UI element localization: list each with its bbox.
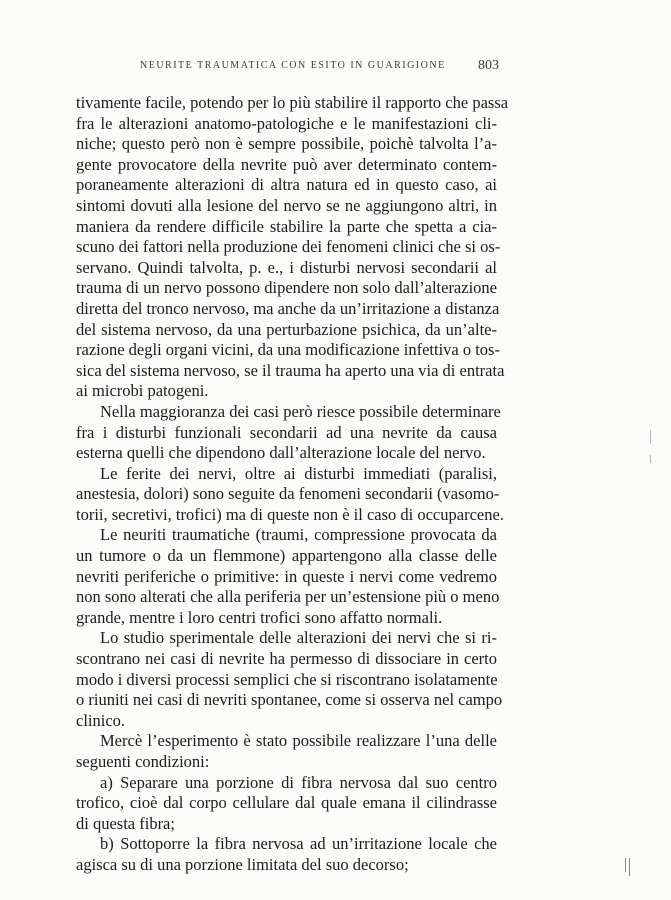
text-line: b) Sottoporre la fibra nervosa ad un’irritazione locale che xyxy=(100,834,497,854)
text-line: seguenti condizioni: xyxy=(76,752,210,771)
text-line: agisca su di una porzione limitata del suo decorso; xyxy=(76,854,409,874)
text-line: tivamente facile, potendo per lo più stabilire il rapporto che passa xyxy=(76,93,509,112)
running-head: NEURITE TRAUMATICA CON ESITO IN GUARIGIONE xyxy=(140,60,446,71)
text-line: anestesia, dolori) sono seguite da fenomeni secondarii (vasomo- xyxy=(76,484,500,504)
text-line: fra le alterazioni anatomo-patologiche e le manifestazioni cli- xyxy=(76,113,497,133)
body-text xyxy=(76,93,509,876)
margin-mark xyxy=(650,430,651,444)
text-line: Mercè l’esperimento è stato possibile realizzare l’una delle xyxy=(100,731,497,751)
text-line: non sono alterati che alla periferia per un’estensione più o meno xyxy=(76,587,500,607)
text-line: Lo studio sperimentale delle alterazioni dei nervi che si ri- xyxy=(100,628,497,648)
text-line: del sistema nervoso, da una perturbazione psichica, da un’alte- xyxy=(76,319,497,339)
text-line: grande, mentre i loro centri trofici sono affatto normali. xyxy=(76,607,443,627)
text-line: trofico, cioè dal corpo cellulare dal quale emana il cilindrasse xyxy=(76,793,497,813)
margin-mark xyxy=(625,858,626,872)
margin-mark xyxy=(650,455,651,463)
text-line: sintomi dovuti alla lesione del nervo se ne aggiungono altri, in xyxy=(76,195,497,215)
text-line: Le neuriti traumatiche (traumi, compressione provocata da xyxy=(100,525,497,545)
page-number: 803 xyxy=(478,58,499,73)
text-line: di questa fibra; xyxy=(76,813,175,833)
text-line: poraneamente alterazioni di altra natura ed in questo caso, ai xyxy=(76,175,497,195)
text-line: a) Separare una porzione di fibra nervosa dal suo centro xyxy=(100,772,497,792)
text-line: gente provocatore della nevrite può aver determinato contem- xyxy=(76,154,497,174)
text-line: un tumore o da un flemmone) appartengono alla classe delle xyxy=(76,546,497,566)
text-line: nevriti periferiche o primitive: in queste i nervi come vedremo xyxy=(76,566,497,586)
text-line: maniera da rendere difficile stabilire la parte che spetta a cia- xyxy=(76,216,497,236)
text-line: servano. Quindi talvolta, p. e., i disturbi nervosi secondarii al xyxy=(76,257,497,277)
text-line: razione degli organi vicini, da una modificazione infettiva o tos- xyxy=(76,340,500,360)
text-line: trauma di un nervo possono dipendere non solo dall’alterazione xyxy=(76,278,497,298)
text-line: Le ferite dei nervi, oltre ai disturbi immediati (paralisi, xyxy=(100,463,497,483)
text-line: torii, secretivi, trofici) ma di queste non è il caso di occuparcene. xyxy=(76,504,504,524)
text-line: modo i diversi processi semplici che si riscontrano isolatamente xyxy=(76,669,498,689)
text-line: clinico. xyxy=(76,710,126,730)
text-line: ai microbi patogeni. xyxy=(76,381,209,401)
text-line: scuno dei fattori nella produzione dei fenomeni clinici che si os- xyxy=(76,237,501,257)
text-line: diretta del tronco nervoso, ma anche da un’irritazione a distanza xyxy=(76,298,500,318)
text-line: scontrano nei casi di nevrite ha permesso di dissociare in certo xyxy=(76,649,497,669)
text-line: esterna quelli che dipendono dall’alterazione locale del nervo. xyxy=(76,443,486,463)
text-line: sica del sistema nervoso, se il trauma ha aperto una via di entrata xyxy=(76,360,505,380)
margin-mark xyxy=(629,858,630,876)
text-line: o riuniti nei casi di nevriti spontanee, come si osserva nel campo xyxy=(76,690,503,710)
text-line: Nella maggioranza dei casi però riesce possibile determinare xyxy=(100,401,501,421)
text-line: niche; questo però non è sempre possibile, poichè talvolta l’a- xyxy=(76,134,497,154)
text-line: fra i disturbi funzionali secondarii ad una nevrite da causa xyxy=(76,422,497,442)
